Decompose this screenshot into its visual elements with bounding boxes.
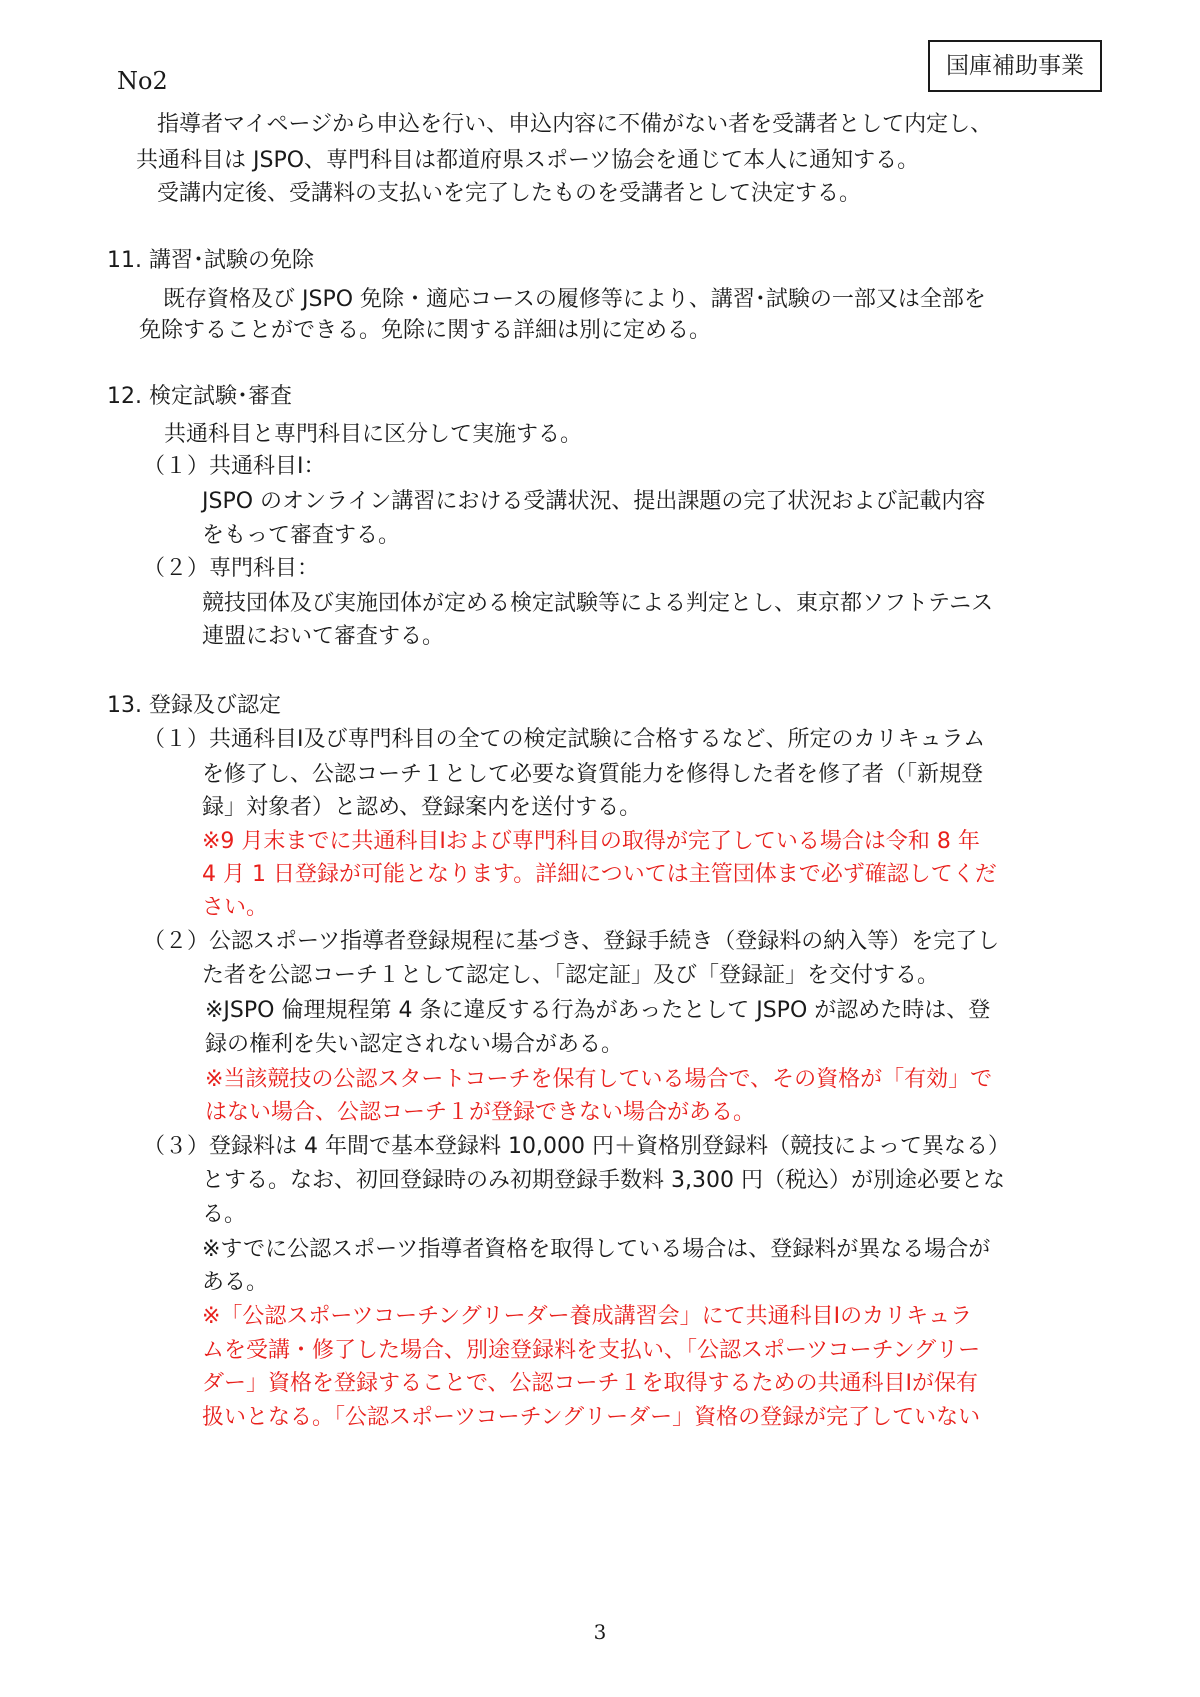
section-12-item-1-label: （１）共通科目Ⅰ：: [143, 454, 326, 479]
section-13-item-3-line: る。: [202, 1202, 247, 1227]
section-12-item-1-line: JSPO のオンライン講習における受講状況、提出課題の完了状況および記載内容: [202, 489, 986, 514]
section-13-item-3-line: （３）登録料は 4 年間で基本登録料 10,000 円＋資格別登録料（競技によって異なる）: [143, 1134, 1010, 1159]
section-13-item-1-note: ※9 月末までに共通科目Ⅰおよび専門科目の取得が完了している場合は令和 8 年: [202, 829, 980, 854]
section-13-heading: 13. 登録及び認定: [107, 693, 281, 718]
section-13-item-3-note: 扱いとなる。「公認スポーツコーチングリーダー」資格の登録が完了していない: [202, 1405, 981, 1430]
section-11-line: 既存資格及び JSPO 免除・適応コースの履修等により、講習･試験の一部又は全部を: [163, 287, 986, 312]
intro-line: 指導者マイページから申込を行い、申込内容に不備がない者を受講者として内定し、: [157, 112, 993, 137]
section-13-item-1-line: 録」対象者）と認め、登録案内を送付する。: [202, 795, 642, 820]
section-13-item-3-line: ある。: [202, 1270, 269, 1295]
section-12-item-1-line: をもって審査する。: [202, 523, 401, 548]
intro-line: 受講内定後、受講料の支払いを完了したものを受講者として決定する。: [157, 181, 862, 206]
section-13-item-1-line: を修了し、公認コーチ１として必要な資質能力を修得した者を修了者（「新規登: [202, 762, 984, 787]
section-13-item-3-line: ※すでに公認スポーツ指導者資格を取得している場合は、登録料が異なる場合が: [202, 1237, 991, 1262]
intro-line: 共通科目は JSPO、専門科目は都道府県スポーツ協会を通じて本人に通知する。: [136, 148, 920, 173]
section-12-item-2-line: 競技団体及び実施団体が定める検定試験等による判定とし、東京都ソフトテニス: [202, 591, 994, 616]
document-number: No2: [117, 67, 168, 95]
section-12-lead: 共通科目と専門科目に区分して実施する。: [164, 422, 583, 447]
section-12-item-2-label: （２）専門科目：: [143, 556, 320, 581]
section-13-item-2-note: ※当該競技の公認スタートコーチを保有している場合で、その資格が「有効」で: [205, 1067, 993, 1092]
section-13-item-3-line: とする。なお、初回登録時のみ初期登録手数料 3,300 円（税込）が別途必要とな: [202, 1168, 1005, 1193]
section-13-item-2-line: た者を公認コーチ１として認定し、「認定証」及び「登録証」を交付する。: [202, 963, 940, 988]
section-13-item-2-line: （２）公認スポーツ指導者登録規程に基づき、登録手続き（登録料の納入等）を完了し: [143, 929, 1000, 954]
section-11-heading: 11. 講習･試験の免除: [107, 248, 314, 273]
section-13-item-3-note: ※「公認スポーツコーチングリーダー養成講習会」にて共通科目Ⅰのカリキュラ: [202, 1304, 973, 1329]
section-13-item-1-note: 4 月 1 日登録が可能となります。詳細については主管団体まで必ず確認してくだ: [202, 862, 997, 887]
section-13-item-3-note: ダー」資格を登録することで、公認コーチ１を取得するための共通科目Ⅰが保有: [202, 1371, 979, 1396]
section-12-heading: 12. 検定試験･審査: [107, 384, 292, 409]
section-13-item-1-line: （１）共通科目Ⅰ及び専門科目の全ての検定試験に合格するなど、所定のカリキュラム: [143, 727, 986, 752]
section-13-item-1-note: さい。: [202, 895, 269, 920]
section-13-item-2-note: はない場合、公認コーチ１が登録できない場合がある。: [205, 1100, 756, 1125]
subsidy-stamp: 国庫補助事業: [928, 40, 1102, 92]
section-11-line: 免除することができる。免除に関する詳細は別に定める。: [139, 318, 712, 343]
section-13-item-2-line: 録の権利を失い認定されない場合がある。: [205, 1032, 624, 1057]
page-number: 3: [593, 1620, 607, 1644]
section-12-item-2-line: 連盟において審査する。: [202, 624, 445, 649]
section-13-item-2-line: ※JSPO 倫理規程第 4 条に違反する行為があったとして JSPO が認めた時は、登: [205, 998, 991, 1023]
section-13-item-3-note: ムを受講・修了した場合、別途登録料を支払い、「公認スポーツコーチングリー: [202, 1338, 981, 1363]
